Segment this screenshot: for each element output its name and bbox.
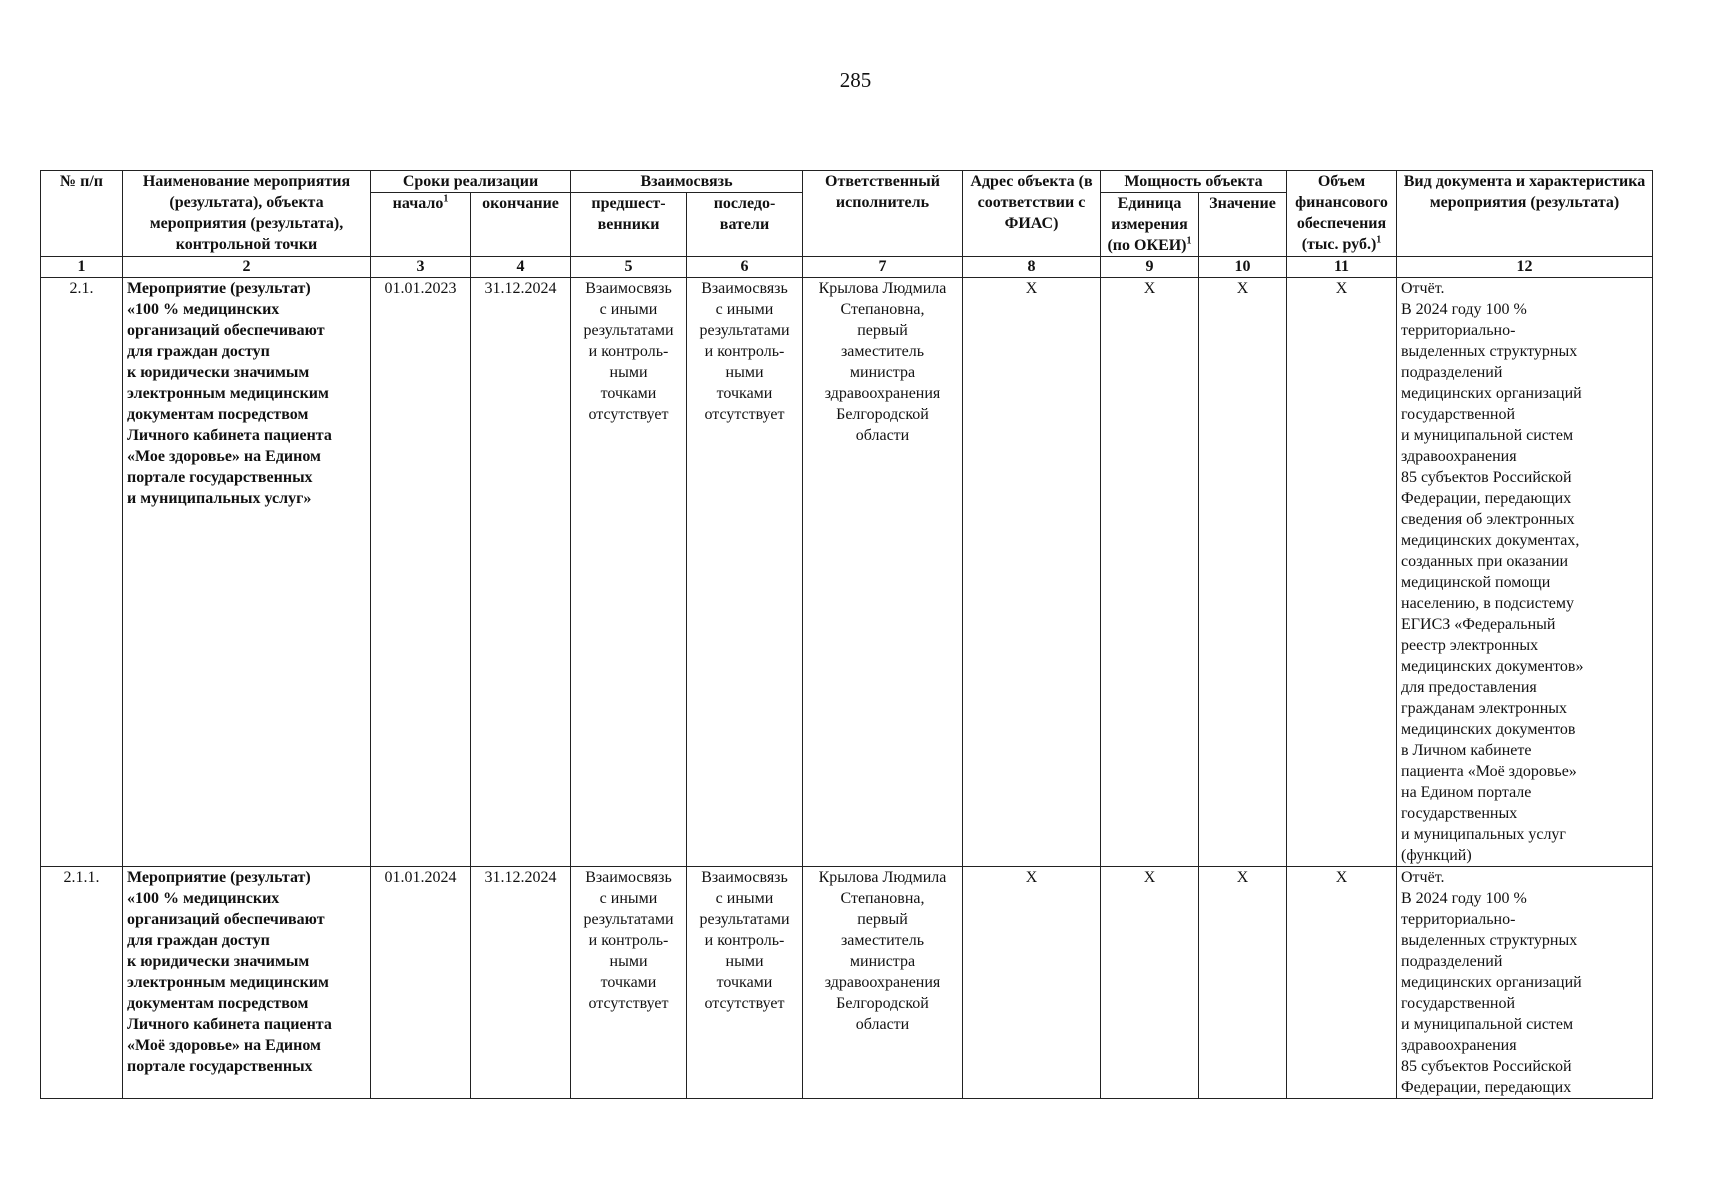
row-funding: X (1287, 867, 1397, 1099)
row-start: 01.01.2024 (371, 867, 471, 1099)
activities-table (40, 170, 1653, 1099)
row-doc: Отчёт. В 2024 году 100 % территориально- выделенных структурных подразделений медицинских организаций государственной и муниципальной систем здравоохранения 85 субъектов Российской Федерации, передающих (1397, 867, 1653, 1099)
row-unit: X (1101, 867, 1199, 1099)
header-value: Значение (1199, 193, 1287, 257)
row-address: X (963, 278, 1101, 867)
header-unit: Единица измерения (по ОКЕИ)$^1$ (1101, 193, 1199, 257)
row-num: 2.1.1. (41, 867, 123, 1099)
row-predecessors: Взаимосвязь с иными результатами и контроль- ными точками отсутствует (571, 278, 687, 867)
column-number: 11 (1287, 257, 1397, 278)
header-link-group: Взаимосвязь (571, 171, 803, 193)
row-unit: X (1101, 278, 1199, 867)
row-funding: X (1287, 278, 1397, 867)
header-end: окончание (471, 193, 571, 257)
row-address: X (963, 867, 1101, 1099)
column-number: 12 (1397, 257, 1653, 278)
row-end: 31.12.2024 (471, 278, 571, 867)
column-number: 5 (571, 257, 687, 278)
column-number: 10 (1199, 257, 1287, 278)
header-capacity-group: Мощность объекта (1101, 171, 1287, 193)
row-responsible: Крылова Людмила Степановна, первый заместитель министра здравоохранения Белгородской области (803, 278, 963, 867)
column-number: 4 (471, 257, 571, 278)
row-successors: Взаимосвязь с иными результатами и контроль- ными точками отсутствует (687, 278, 803, 867)
row-start: 01.01.2023 (371, 278, 471, 867)
row-end: 31.12.2024 (471, 867, 571, 1099)
row-responsible: Крылова Людмила Степановна, первый заместитель министра здравоохранения Белгородской области (803, 867, 963, 1099)
row-value: X (1199, 278, 1287, 867)
column-numbers-row (41, 257, 1653, 278)
row-value: X (1199, 867, 1287, 1099)
header-num: № п/п (41, 171, 123, 257)
header-responsible: Ответственный исполнитель (803, 171, 963, 257)
table-row (41, 867, 1653, 1099)
page-number: 285 (839, 68, 872, 92)
column-number: 9 (1101, 257, 1199, 278)
row-doc: Отчёт. В 2024 году 100 % территориально- выделенных структурных подразделений медицинских организаций государственной и муниципальной систем здравоохранения 85 субъектов Российской Федерации, передающих сведения об электронных медицинских документах, созданных при оказании медицинской помощи населению, в подсистему ЕГИСЗ «Федеральный реестр электронных медицинских документов» для предоставления гражданам электронных медицинских документов в Личном кабинете пациента «Моё здоровье» на Едином портале государственных и муниципальных услуг (функций) (1397, 278, 1653, 867)
header-row-1 (41, 171, 1653, 193)
header-start: начало$^1$ (371, 193, 471, 257)
column-number: 8 (963, 257, 1101, 278)
header-terms-group: Сроки реализации (371, 171, 571, 193)
row-name: Мероприятие (результат) «100 % медицинских организаций обеспечивают для граждан доступ к юридически значимым электронным медицинским документам посредством Личного кабинета пациента «Моё здоровье» на Едином портале государственных (123, 867, 371, 1099)
header-predecessors: предшест- венники (571, 193, 687, 257)
row-name: Мероприятие (результат) «100 % медицинских организаций обеспечивают для граждан доступ к юридически значимым электронным медицинским документам посредством Личного кабинета пациента «Мое здоровье» на Едином портале государственных и муниципальных услуг» (123, 278, 371, 867)
header-funding: Объем финансового обеспечения (тыс. руб.)$^1$ (1287, 171, 1397, 257)
row-successors: Взаимосвязь с иными результатами и контроль- ными точками отсутствует (687, 867, 803, 1099)
column-number: 6 (687, 257, 803, 278)
header-doc-type: Вид документа и характеристика мероприятия (результата) (1397, 171, 1653, 257)
column-number: 3 (371, 257, 471, 278)
row-num: 2.1. (41, 278, 123, 867)
column-number: 1 (41, 257, 123, 278)
column-number: 2 (123, 257, 371, 278)
header-address: Адрес объекта (в соответствии с ФИАС) (963, 171, 1101, 257)
header-name: Наименование мероприятия (результата), объекта мероприятия (результата), контрольной точки (123, 171, 371, 257)
table-row (41, 278, 1653, 867)
row-predecessors: Взаимосвязь с иными результатами и контроль- ными точками отсутствует (571, 867, 687, 1099)
column-number: 7 (803, 257, 963, 278)
header-successors: последо- ватели (687, 193, 803, 257)
